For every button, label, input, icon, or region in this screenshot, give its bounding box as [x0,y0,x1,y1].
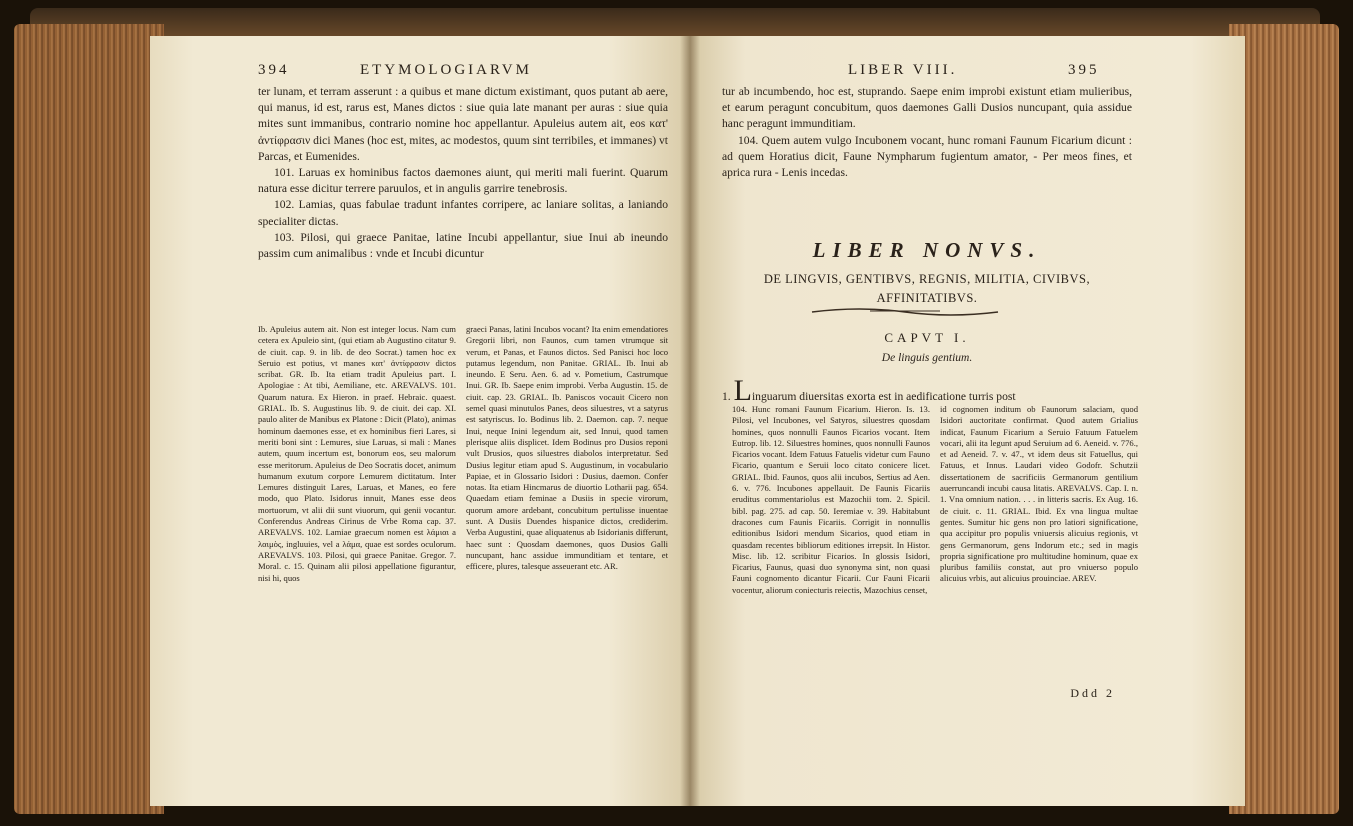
drop-cap: L [733,374,752,407]
paragraph: ter lunam, et terram asserunt : a quibus et mane dictum existimant, quos putant ab aere, qui manus, id est, rarus est, Manes dictos : siue quia late manant per auras : siue quia mites sunt immanibus, contrario nomine hoc appellantur. Apuleius autem ait, eos κατ' ἀντίφρασιν dici Manes (hoc est, mites, ac modestos, quum sint terribiles, et immanes) vt Parcas, et Eumenides. [258,85,668,163]
left-running-head: ETYMOLOGIARVM [360,62,532,78]
right-page-number: 395 [1068,62,1100,78]
right-page-edges [1229,24,1339,814]
right-notes-col-1: 104. Hunc romani Faunum Ficarium. Hieron. Is. 13. Pilosi, vel Incubones, vel Satyros, siluestres quosdam homines, quos nonnulli Faunos Ficarios vocant. Item Eutrop. lib. 12. Siluestres homines, quos nonnulli Faunos Ficarios vocant. Idem Fatuus Fatuelis videtur cum Fauno Ficario, quantum e Seruii loco citato conicere licet. GRIAL. Ibid. Faunos, quos alii incubos, Sertius ad Aen. 6. v. 776. Incubones appellauit. De Faunis Ficariis eruditus commentariolus est Mazochii tom. 2. Spicil. bibl. pag. 275. ad cap. 50. Ieremiae v. 39. Habitabunt dracones cum Faunis Ficariis. Corrigit in nonnullis editionibus Isidori mendum Sicarios, quod etiam in quasdam recentes bibliorum editiones irrepsit. In Histor. Misc. lib. 12. scribitur Ficarios. In glossis Isidori, Ficarius, Faunus, quasi duo synonyma sint, non quasi Fauni cognomento dicantur Ficarii. Cur Fauni Ficarii vocentur, aliorum coniecturis reiectis, Mazochius censet, [732,404,930,595]
left-notes-col-2: graeci Panas, latini Incubos vocant? Ita enim emendatiores Gregorii libri, non Faunos, cum tamen vtrumque sit verum, et Panas, et Faunos dictos. Sed Panisci hoc loco putamus legendum, non Panitae. GRIAL. Ib. Inui ab ineundo. E Seru. Aen. 6. ad v. Pometium, Castrumque Inui. GR. Ib. Saepe enim improbi. Verba Augustin. 15. de ciuit. cap. 23. GRIAL. Ib. Paniscos vocauit Cicero non semel quasi minutulos Panes, deos siluestres, vt a satyrus est satyriscus. Io. Bodinus lib. 2. Daemon. cap. 7. neque Inui, neque Inini legendum ait, sed Innui, quod tamen plerisque aliis displicet. Idem Bodinus pro Dusios reponi vult Drusios, quos siluestres diabolos interpretatur. Sed Dusius legitur etiam apud S. Augustinum, in vocabulario Papiae, et in Glossario Isidori : Dusius, daemon. Confer notas. Ita etiam Hincmarus de diuortio Lotharii pag. 654. Quaedam etiam feminae a Dusiis in specie virorum, quorum amore ardebant, concubitum pertulisse inuentae sunt. A Dusiis Duendes hispanice dictos, crediderim. Verba Augustini, quae aliquatenus ab Isidorianis differunt, haec sunt : Quosdam daemones, quos Dusios Galli nuncupant, hanc assidue immunditiam et tentare, et efficere, plures, talesque asseuerant etc. AR. [466,324,668,572]
signature-mark: Ddd 2 [1070,686,1115,700]
left-page [150,36,690,806]
book-top-edge [30,8,1320,38]
left-page-edges [14,24,164,814]
paragraph: 104. Quem autem vulgo Incubonem vocant, hunc romani Faunum Ficarium dicunt : ad quem Horatius dicit, Faune Nympharum fugientum amator, - Per meos fines, et aprica rura - Lenis incedas. [722,133,1132,180]
right-main-text [722,84,1132,181]
left-main-text [258,84,668,262]
ornamental-rule [810,306,1000,318]
left-page-number: 394 [258,62,290,78]
chapter-first-line [722,374,1132,407]
right-running-head: LIBER VIII. [848,62,958,78]
paragraph: 101. Laruas ex hominibus factos daemones aiunt, qui meriti mali fuerint. Quarum natura esse dicitur terrere paruulos, et in angulis garrire tenebrosis. [258,166,668,196]
paragraph: tur ab incumbendo, hoc est, stuprando. Saepe enim improbi existunt etiam mulieribus, et earum peragunt concubitum, quos daemones Galli Dusios nuncupant, quia assidue hanc peragunt immunditiam. [722,85,1132,131]
paragraph: 103. Pilosi, qui graece Panitae, latine Incubi appellantur, siue Inui ab ineundo passim cum animalibus : vnde et Incubi dicuntur [258,230,668,261]
book-title: LIBER NONVS. [812,238,1042,262]
paragraph: 102. Lamias, quas fabulae tradunt infantes corripere, ac laniare solitas, a laniando specialiter dictas. [258,198,668,228]
left-notes-col-1: Ib. Apuleius autem ait. Non est integer locus. Nam cum cetera ex Apuleio sint, (qui etiam ab Augustino citatur 9. de ciuit. cap. 9. in lib. de deo Socrat.) tamen hoc ex Seruio est potius, vt manes κατ' ἀντίφρασιν dictos scribat. GR. Ib. Ita etiam tradit Apuleius part. I. Apologiae : At tibi, Aemiliane, etc. AREVALVS. 101. Quarum natura. Ex Hieron. in praef. Hebraic. quaest. GRIAL. Ib. S. Augustinus lib. 9. de ciuit. dei cap. XI. paulo aliter de Manibus ex Platone : Dicit (Plato), animas hominum daemones esse, et ex hominibus fieri Lares, si meriti boni sint : Lemures, siue Laruas, si mali : Manes autem, quum incertum est, bonorum eos, seu malorum esse meritorum. Apuleius de Deo Socratis docet, animum humanum exutum corpore Lemurem dictitatum. Inter Lemures distinguit Lares, Laruas, et Manes, eo fere modo, quo Plato. Isidorus innuit, Manes esse deos mortuorum, vt alii dii sunt viuorum, qui genii vocantur. Conferendus Andreas Cirinus de Vrbe Roma cap. 37. AREVALVS. 102. Lamiae graecum nomen est λάμιαι a λαιμὸς, ingluuies, vel a λάμα, quae est sordes oculorum. AREVALVS. 103. Pilosi, qui graece Panitae. Gregor. 7. Moral. c. 15. Quinam alii pilosi appellatione figurantur, nisi hi, quos [258,324,456,583]
right-page [690,36,1245,806]
first-line-text: inguarum diuersitas exorta est in aedificatione turris post [751,390,1016,403]
chapter-title: De linguis gentium. [881,352,973,364]
section-number: 1. [722,390,731,403]
chapter-heading: CAPVT I. [884,330,970,345]
right-notes-col-2: id cognomen inditum ob Faunorum salaciam, quod Isidori auctoritate confirmat. Quod autem Grialius indicat, Faunum Ficarium a Seruio Fatuum Fatuelem vocari, alii ita legunt apud Seruium ad 6. Aeneid. v. 776., et ad Aeneid. 7. v. 47., vt idem deus sit Fatuellus, qui Fatuus, et Innus. Laudari video Godofr. Schutzii dissertationem de sacrificiis Germanorum gentilium auerruncandi incubi causa litatis. AREVALVS. Cap. I. n. 1. Vna omnium nation. . . . in litteris sacris. Ex Aug. 16. de ciuit. c. 11. GRIAL. Ibid. Ex vna lingua multae gentes. Sumitur hic gens non pro latiori significatione, qua accipitur pro populis vniuersis alicuius regionis, vt gens Germanorum, gens Indorum etc.; sed in magis propria significatione pro multitudine hominum, quae ex pluribus familiis constat, aut pro vniuerso populo alicuius vrbis, aut alicuius prouinciae. AREV. [940,404,1138,584]
book-subtitle: DE LINGVIS, GENTIBVS, REGNIS, MILITIA, CIVIBVS, AFFINITATIBVS. [763,272,1091,305]
book-gutter [680,36,700,806]
